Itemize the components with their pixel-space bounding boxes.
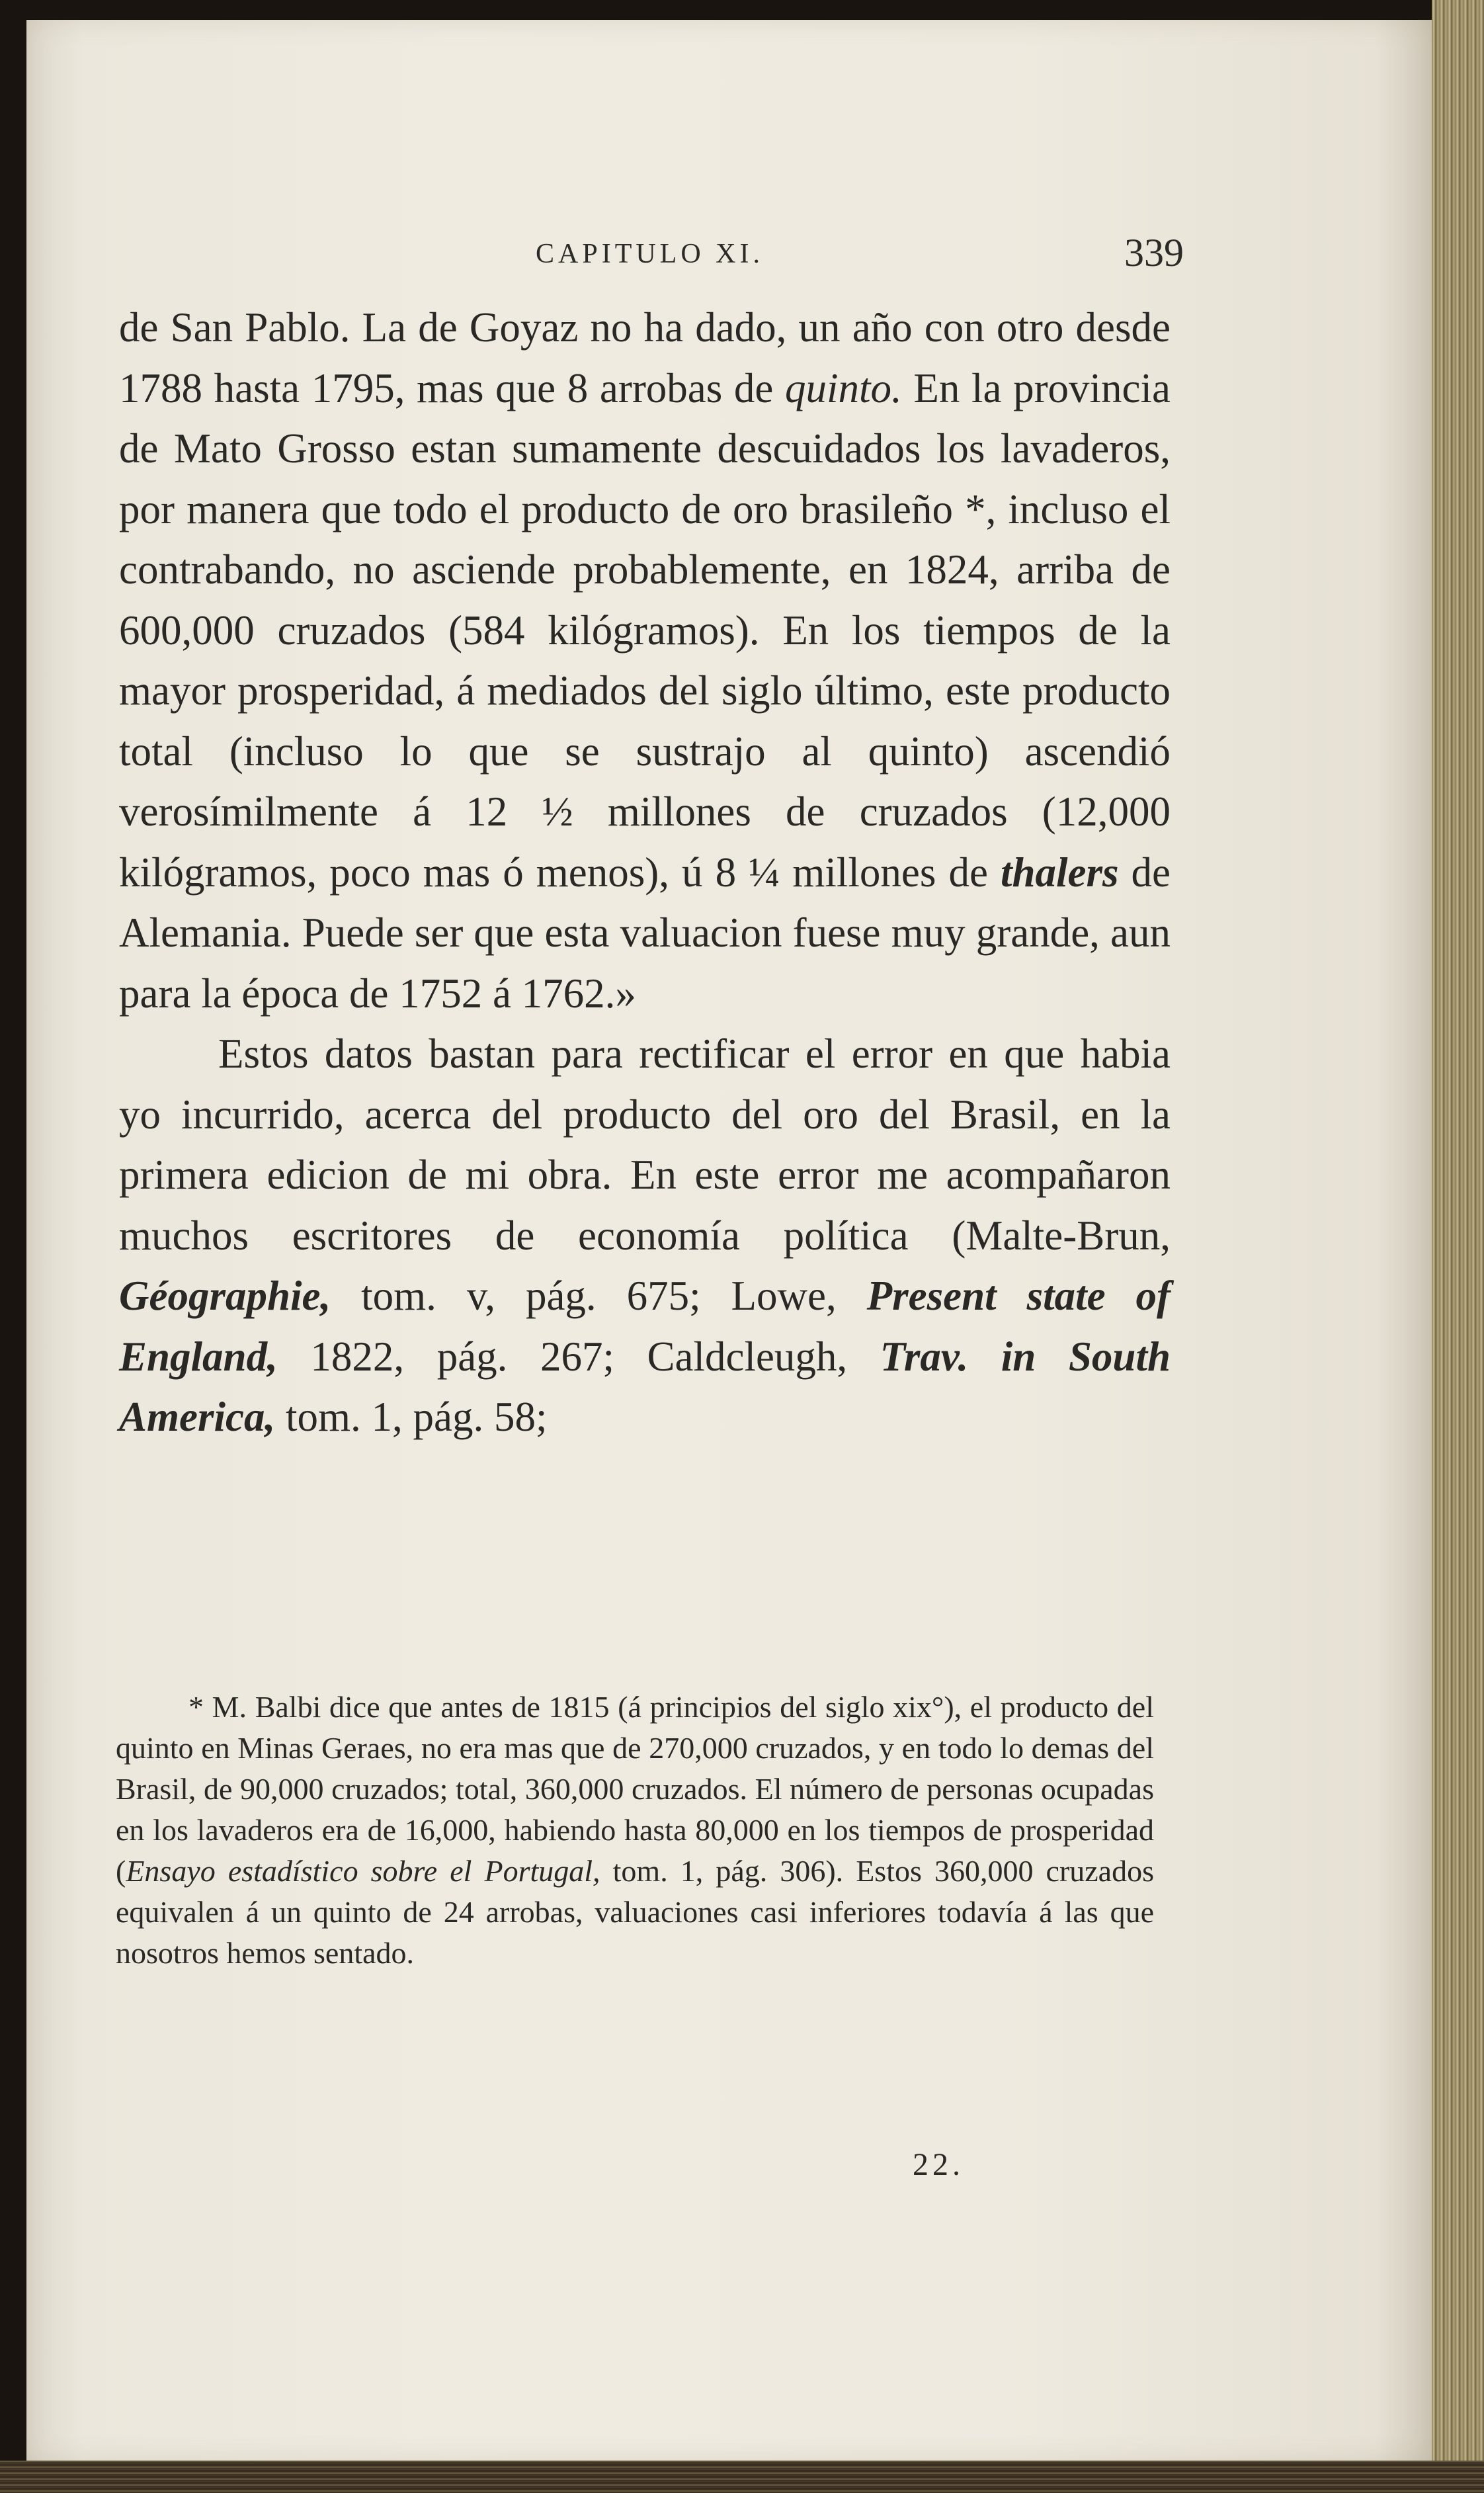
- paragraph-1-text-1: de San Pablo. La de Goyaz no ha dado, un año con otro desde 1788 hasta 1795, mas que 8 arrobas de: [119, 304, 1171, 411]
- footnote-text-2: tom. 1, pág. 306). Estos 360,000 cruzados equivalen á un quinto de 24 arrobas, valuaciones casi inferiores todavía á las que nosotros hemos sentado.: [116, 1854, 1154, 1970]
- paragraph-2-italic-2: Present state of England,: [119, 1273, 1171, 1380]
- paragraph-2-text-1: Estos datos bastan para rectificar el error en que habia yo incurrido, acerca del producto del oro del Brasil, en la primera edicion de mi obra. En este error me acompañaron muchos escritores de economía política (Malte-Brun,: [119, 1031, 1171, 1259]
- paragraph-1-italic-2: thalers: [1000, 849, 1119, 896]
- body-text: [119, 298, 1171, 1621]
- paragraph-2-italic-1: Géographie,: [119, 1273, 331, 1319]
- paragraph-2: [119, 1024, 1171, 1448]
- running-title: CAPITULO XI.: [536, 239, 764, 269]
- signature-mark: 22.: [913, 2147, 964, 2182]
- paragraph-1-text-2: En la provincia de Mato Grosso estan sumamente descuidados los lavaderos, por manera que todo el producto de oro brasileño *, incluso el contrabando, no asciende probablemente, en 1824, arriba de 600,000 cruzados (584 kilógramos). En los tiempos de la mayor prosperidad, á mediados del siglo último, este producto total (incluso lo que se sustrajo al quinto) ascendió verosímilmente á 12 ½ millones de cruzados (12,000 kilógramos, poco mas ó menos), ú 8 ¼ millones de: [119, 364, 1171, 896]
- running-head: [126, 231, 1184, 291]
- page-number: 339: [1124, 231, 1184, 275]
- paragraph-1-text-3: de Alemania. Puede ser que esta valuacion fuese muy grande, aun para la época de 1752 á 1762.»: [119, 849, 1171, 1017]
- footnote-italic-1: Ensayo estadístico sobre el Portugal,: [126, 1854, 600, 1888]
- paragraph-2-italic-3: Trav. in South America,: [119, 1333, 1171, 1440]
- paragraph-1: [119, 298, 1171, 1024]
- paragraph-2-text-4: tom. 1, pág. 58;: [275, 1394, 548, 1440]
- paragraph-2-text-2: tom. v, pág. 675; Lowe,: [331, 1273, 867, 1319]
- footnote-text-1: * M. Balbi dice que antes de 1815 (á principios del siglo xix°), el producto del quinto en Minas Geraes, no era mas que de 270,000 cruzados, y en todo lo demas del Brasil, de 90,000 cruzados; total, 360,000 cruzados. El número de personas ocupadas en los lavaderos era de 16,000, habiendo hasta 80,000 en los tiempos de prosperidad (: [116, 1690, 1154, 1888]
- paragraph-1-italic-1: quinto.: [784, 364, 902, 411]
- paragraph-2-text-3: 1822, pág. 267; Caldcleugh,: [277, 1333, 880, 1380]
- page-bottom-edge: [0, 2461, 1484, 2493]
- footnote: [116, 1687, 1154, 2136]
- footnote-paragraph: [116, 1687, 1154, 1974]
- page-fore-edge: [1432, 0, 1484, 2493]
